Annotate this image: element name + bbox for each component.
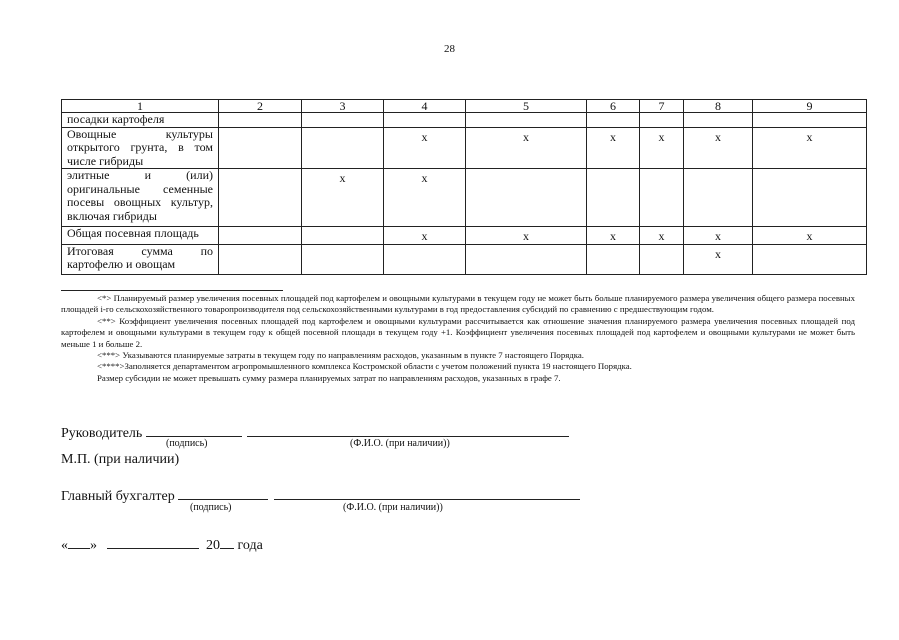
table-cell[interactable]: х [684, 244, 753, 274]
year-prefix: 20 [206, 538, 220, 553]
table-cell[interactable] [302, 113, 384, 128]
table-cell[interactable] [219, 127, 302, 169]
accountant-sign-line[interactable] [178, 485, 268, 500]
table-cell[interactable]: х [640, 227, 684, 245]
table-cell[interactable]: х [684, 227, 753, 245]
table-cell[interactable]: х [640, 127, 684, 169]
table-cell[interactable] [466, 169, 587, 227]
table-cell[interactable] [384, 113, 466, 128]
head-label: Руководитель [61, 426, 143, 441]
head-sign-line[interactable] [146, 422, 242, 437]
table-cell[interactable]: х [753, 227, 867, 245]
column-number: 6 [587, 100, 640, 113]
table-cell[interactable] [640, 244, 684, 274]
table-row [62, 127, 867, 169]
column-number: 1 [62, 100, 219, 113]
footnote-separator [61, 290, 283, 291]
table-cell[interactable] [219, 227, 302, 245]
subsidy-limit-note: Размер субсидии не может превышать сумму размера планируемых затрат по направлениям расходов, указанных в графе 7. [97, 372, 561, 383]
table-cell[interactable]: х [302, 169, 384, 227]
table-cell[interactable] [640, 113, 684, 128]
footnote-3: <***> Указываются планируемые затраты в текущем году по направлениям расходов, указанным в пункте 7 настоящего Порядка. [97, 350, 584, 361]
accountant-label: Главный бухгалтер [61, 489, 175, 504]
row-label: Общая посевная площадь [62, 227, 219, 245]
head-sign-hint: (подпись) [166, 438, 208, 449]
table-cell[interactable] [587, 113, 640, 128]
table-cell[interactable] [384, 244, 466, 274]
day-line[interactable] [68, 534, 90, 549]
date-suffix: года [237, 538, 263, 553]
row-label: Итоговая сумма по картофелю и овощам [62, 244, 219, 274]
page-number: 28 [444, 43, 455, 55]
table-cell[interactable] [219, 113, 302, 128]
row-label: Овощные культуры открытого грунта, в том числе гибриды [62, 127, 219, 169]
table-cell[interactable] [302, 127, 384, 169]
row-label: посадки картофеля [62, 113, 219, 128]
row-label: элитные и (или) оригинальные семенные посевы овощных культур, включая гибриды [62, 169, 219, 227]
table-cell[interactable]: х [384, 169, 466, 227]
table-header-row [62, 100, 867, 113]
table-cell[interactable] [684, 169, 753, 227]
head-name-line[interactable] [247, 422, 569, 437]
table-cell[interactable] [219, 244, 302, 274]
column-number: 4 [384, 100, 466, 113]
column-number: 3 [302, 100, 384, 113]
year-line[interactable] [220, 534, 234, 549]
table-cell[interactable]: х [684, 127, 753, 169]
accountant-name-line[interactable] [274, 485, 580, 500]
table-cell[interactable] [466, 244, 587, 274]
column-number: 2 [219, 100, 302, 113]
table-cell[interactable]: х [384, 227, 466, 245]
table-cell[interactable] [753, 244, 867, 274]
table-cell[interactable] [466, 113, 587, 128]
table-row [62, 169, 867, 227]
table-cell[interactable]: х [466, 227, 587, 245]
head-signature-row [61, 422, 569, 442]
accountant-name-hint: (Ф.И.О. (при наличии)) [343, 502, 443, 513]
table-cell[interactable] [302, 227, 384, 245]
table-cell[interactable]: х [384, 127, 466, 169]
footnote-4: <****>Заполняется департаментом агропромышленного комплекса Костромской области с учетом положений пункта 19 настоящего Порядка. [97, 361, 632, 372]
table-cell[interactable] [684, 113, 753, 128]
table-row [62, 227, 867, 245]
table-cell[interactable] [753, 113, 867, 128]
table-cell[interactable]: х [587, 127, 640, 169]
subsidy-table [61, 99, 867, 275]
stamp-placeholder: М.П. (при наличии) [61, 452, 180, 467]
column-number: 9 [753, 100, 867, 113]
table-cell[interactable] [753, 169, 867, 227]
accountant-sign-hint: (подпись) [190, 502, 232, 513]
table-cell[interactable]: х [753, 127, 867, 169]
footnote-2: <**> Коэффициент увеличения посевных площадей под картофелем и овощными культурами рассчитывается как отношение значения планируемого размера увеличения посевных площадей под картофелем и овощными культурами в текущем году к общей посевной площади в текущем году +1. Коэффициент увеличения посевных площадей под картофелем и овощными культурами не может быть меньше 1 и больше 2. [61, 315, 855, 349]
table-cell[interactable] [587, 169, 640, 227]
column-number: 5 [466, 100, 587, 113]
table-cell[interactable] [640, 169, 684, 227]
accountant-signature-row [61, 485, 580, 505]
footnote-1: <*> Планируемый размер увеличения посевных площадей под картофелем и овощными культурами в текущем году не может быть больше планируемого размера увеличения общего размера посевных площадей i-го сельскохозяйственного товаропроизводителя под сельскохозяйственными культурами в год предоставления субсидий по сравнению с предшествующим годом. [61, 293, 855, 315]
table-cell[interactable] [219, 169, 302, 227]
table-row [62, 113, 867, 128]
column-number: 7 [640, 100, 684, 113]
month-line[interactable] [107, 534, 199, 549]
table-cell[interactable] [302, 244, 384, 274]
footnotes [61, 293, 855, 384]
column-number: 8 [684, 100, 753, 113]
table-cell[interactable]: х [587, 227, 640, 245]
table-row [62, 244, 867, 274]
table-cell[interactable] [587, 244, 640, 274]
table-cell[interactable]: х [466, 127, 587, 169]
date-row: « » 20 года [61, 534, 263, 554]
head-name-hint: (Ф.И.О. (при наличии)) [350, 438, 450, 449]
